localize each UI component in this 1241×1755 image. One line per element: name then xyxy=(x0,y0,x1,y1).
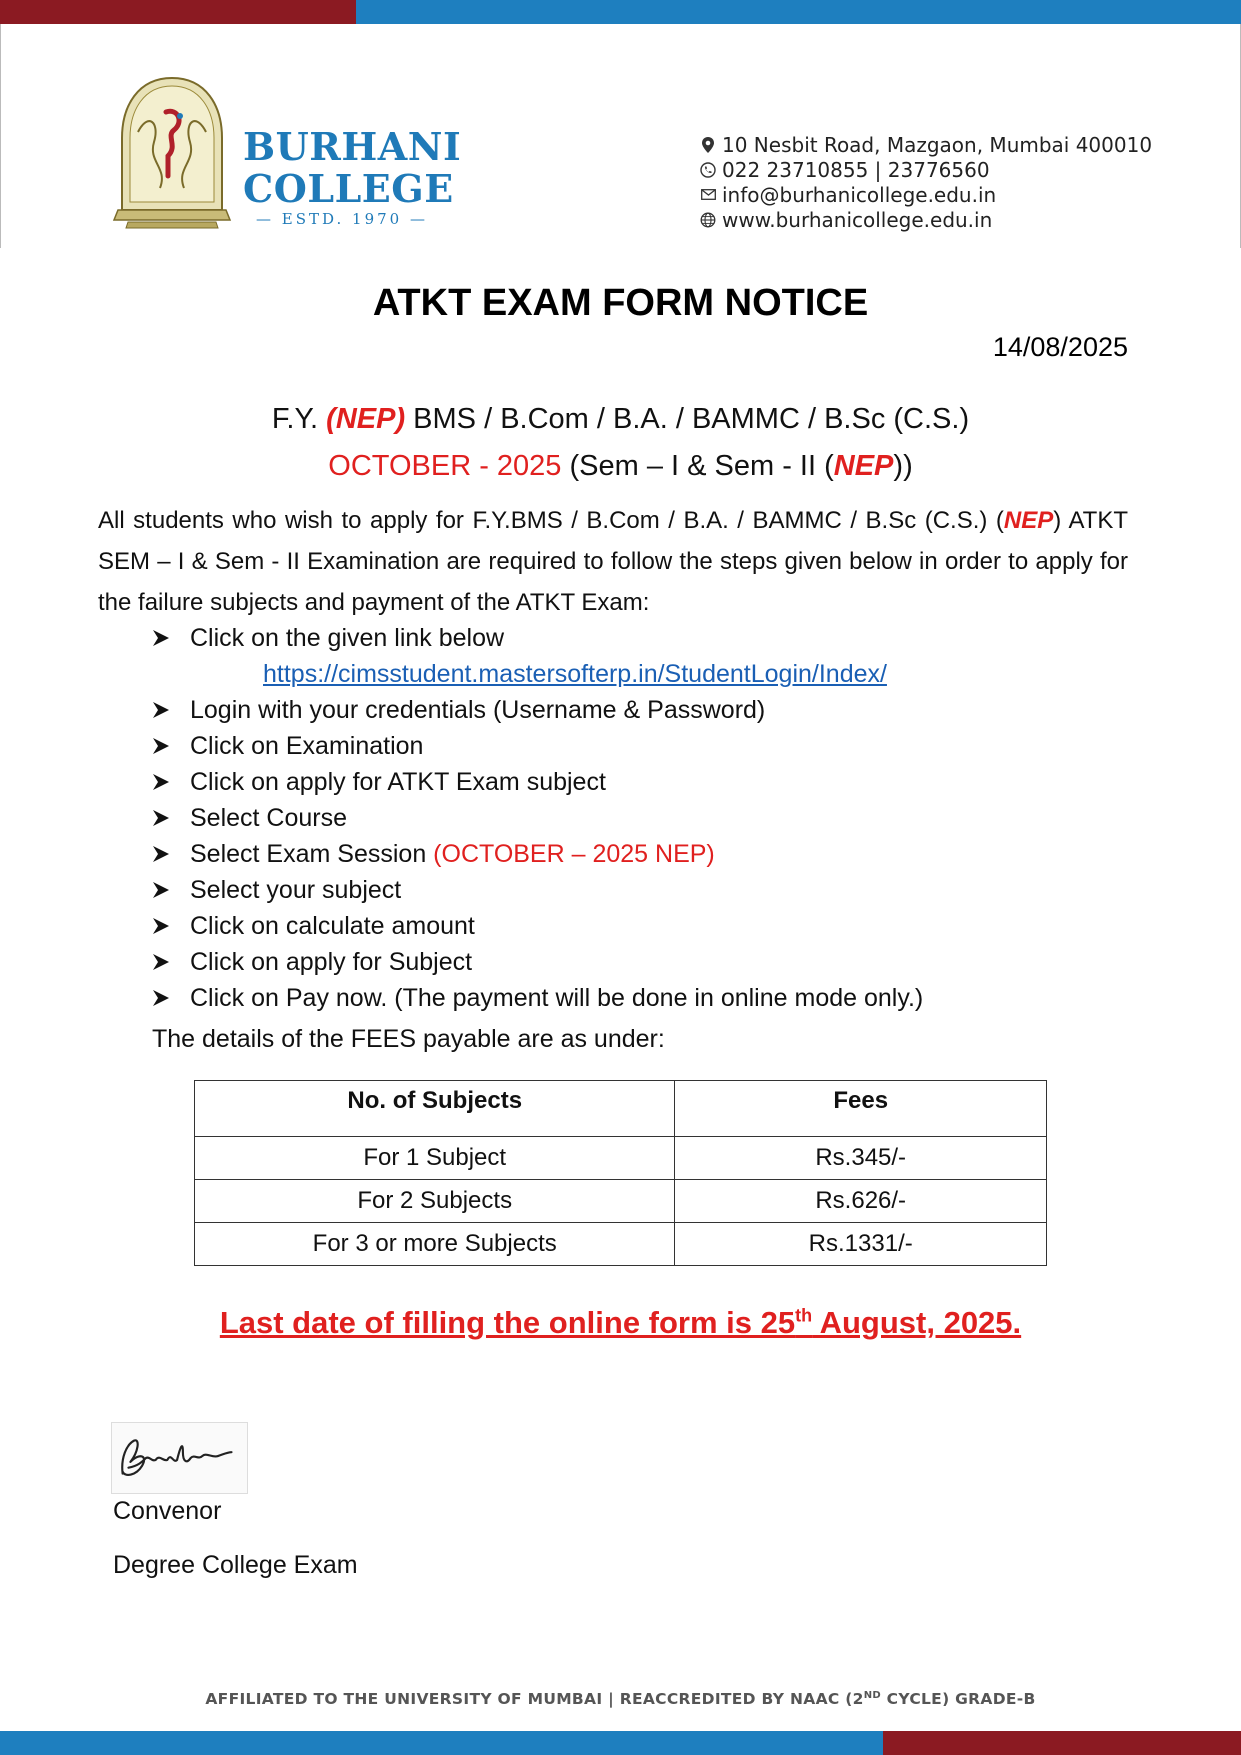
student-login-link[interactable]: https://cimsstudent.mastersofterp.in/StudentLogin/Index/ xyxy=(263,660,887,688)
step-text-session: (OCTOBER – 2025 NEP) xyxy=(433,839,715,868)
college-name xyxy=(243,126,461,210)
arrow-bullet-icon xyxy=(152,845,190,863)
affiliation-suffix: CYCLE) GRADE-B xyxy=(880,1690,1036,1709)
session-line-sem-close: )) xyxy=(893,450,913,482)
college-established: — ESTD. 1970 — xyxy=(256,210,428,228)
contact-address: 10 Nesbit Road, Mazgaon, Mumbai 400010 xyxy=(722,132,1153,157)
fees-cell-amount: Rs.626/- xyxy=(675,1180,1047,1223)
college-name-line1: BURHANI xyxy=(243,124,462,169)
arrow-bullet-icon xyxy=(152,989,190,1007)
location-pin-icon xyxy=(698,136,718,154)
step-item xyxy=(152,728,1152,764)
course-line-prefix: F.Y. xyxy=(271,403,327,435)
arrow-bullet-icon xyxy=(152,773,190,791)
step-text: Click on apply for Subject xyxy=(190,947,473,976)
affiliation-prefix: AFFILIATED TO THE UNIVERSITY OF MUMBAI | REACCREDITED BY NAAC (2 xyxy=(205,1690,864,1709)
header-border-left xyxy=(0,24,1,248)
arrow-bullet-icon xyxy=(152,629,190,647)
contact-email-row xyxy=(698,182,1152,207)
fees-cell-subjects: For 3 or more Subjects xyxy=(195,1223,675,1266)
fees-cell-subjects: For 2 Subjects xyxy=(195,1180,675,1223)
signatory-department: Degree College Exam xyxy=(113,1551,358,1579)
step-item xyxy=(152,944,1152,980)
fees-header-fees: Fees xyxy=(675,1081,1047,1137)
last-date-notice xyxy=(0,1305,1241,1341)
fees-cell-amount: Rs.1331/- xyxy=(675,1223,1047,1266)
fees-table-header-row xyxy=(195,1081,1047,1137)
notice-title: ATKT EXAM FORM NOTICE xyxy=(372,282,869,324)
step-item xyxy=(152,908,1152,944)
step-item xyxy=(152,764,1152,800)
session-line xyxy=(0,450,1241,483)
phone-icon xyxy=(698,162,718,178)
course-line xyxy=(0,403,1241,436)
fees-intro: The details of the FEES payable are as under: xyxy=(152,1025,665,1053)
arrow-bullet-icon xyxy=(152,953,190,971)
last-date-prefix: Last date of filling the online form is 25 xyxy=(219,1305,796,1340)
signature-image xyxy=(111,1422,248,1494)
fees-cell-subjects: For 1 Subject xyxy=(195,1137,675,1180)
top-color-bar xyxy=(0,0,1241,24)
contact-info xyxy=(698,132,1152,232)
step-item xyxy=(152,800,1152,836)
step-text: Click on Pay now. (The payment will be done in online mode only.) xyxy=(190,983,924,1012)
step-text: Select Exam Session xyxy=(190,839,434,868)
top-bar-blue-segment xyxy=(356,0,1241,24)
step-text: Click on the given link below xyxy=(190,623,505,652)
bottom-bar-red-segment xyxy=(883,1731,1241,1755)
step-text: Click on Examination xyxy=(190,731,424,760)
step-text: Select your subject xyxy=(190,875,402,904)
contact-phone: 022 23710855 | 23776560 xyxy=(722,157,990,182)
table-row xyxy=(195,1223,1047,1266)
step-item xyxy=(152,836,1152,872)
bottom-color-bar xyxy=(0,1731,1241,1755)
college-name-line2: COLLEGE xyxy=(243,166,454,211)
step-item xyxy=(152,980,1152,1016)
course-line-nep: (NEP) xyxy=(326,403,406,435)
affiliation-footer xyxy=(0,1690,1241,1708)
fees-header-subjects: No. of Subjects xyxy=(195,1081,675,1137)
step-text: Click on apply for ATKT Exam subject xyxy=(190,767,606,796)
last-date-sup: th xyxy=(795,1305,813,1326)
last-date-suffix: August, 2025. xyxy=(812,1305,1022,1340)
signatory-title: Convenor xyxy=(113,1497,222,1525)
contact-website[interactable]: www.burhanicollege.edu.in xyxy=(722,207,993,232)
step-text: Select Course xyxy=(190,803,348,832)
contact-website-row xyxy=(698,207,1152,232)
intro-part2: ) ATKT SEM – I & Sem - II Examination are required to follow the steps given below in order to apply for the failure subjects and payment of the ATKT Exam: xyxy=(98,507,1129,616)
college-emblem-logo xyxy=(108,72,236,230)
step-text: Click on calculate amount xyxy=(190,911,475,940)
session-line-session: OCTOBER - 2025 xyxy=(328,450,562,482)
arrow-bullet-icon xyxy=(152,881,190,899)
fees-table xyxy=(194,1080,1047,1266)
contact-phone-row xyxy=(698,157,1152,182)
arrow-bullet-icon xyxy=(152,701,190,719)
contact-email[interactable]: info@burhanicollege.edu.in xyxy=(722,182,997,207)
envelope-icon xyxy=(698,189,718,200)
notice-date: 14/08/2025 xyxy=(992,332,1128,362)
step-text: Login with your credentials (Username & Password) xyxy=(190,695,766,724)
arrow-bullet-icon xyxy=(152,737,190,755)
arrow-bullet-icon xyxy=(152,917,190,935)
course-line-courses: BMS / B.Com / B.A. / BAMMC / B.Sc (C.S.) xyxy=(405,403,970,435)
affiliation-sup: ND xyxy=(863,1690,881,1701)
top-bar-red-segment xyxy=(0,0,356,24)
table-row xyxy=(195,1137,1047,1180)
step-item xyxy=(152,620,1152,656)
intro-nep: NEP xyxy=(1003,507,1054,534)
step-item xyxy=(152,872,1152,908)
arrow-bullet-icon xyxy=(152,809,190,827)
session-line-sem-open: (Sem – I & Sem - II ( xyxy=(561,450,834,482)
table-row xyxy=(195,1180,1047,1223)
session-line-nep: NEP xyxy=(833,450,894,482)
intro-paragraph xyxy=(98,500,1128,623)
intro-part1: All students who wish to apply for F.Y.BMS / B.Com / B.A. / BAMMC / B.Sc (C.S.) ( xyxy=(98,507,1004,534)
contact-address-row xyxy=(698,132,1152,157)
bottom-bar-blue-segment xyxy=(0,1731,883,1755)
globe-icon xyxy=(698,212,718,228)
fees-cell-amount: Rs.345/- xyxy=(675,1137,1047,1180)
step-item xyxy=(152,692,1152,728)
